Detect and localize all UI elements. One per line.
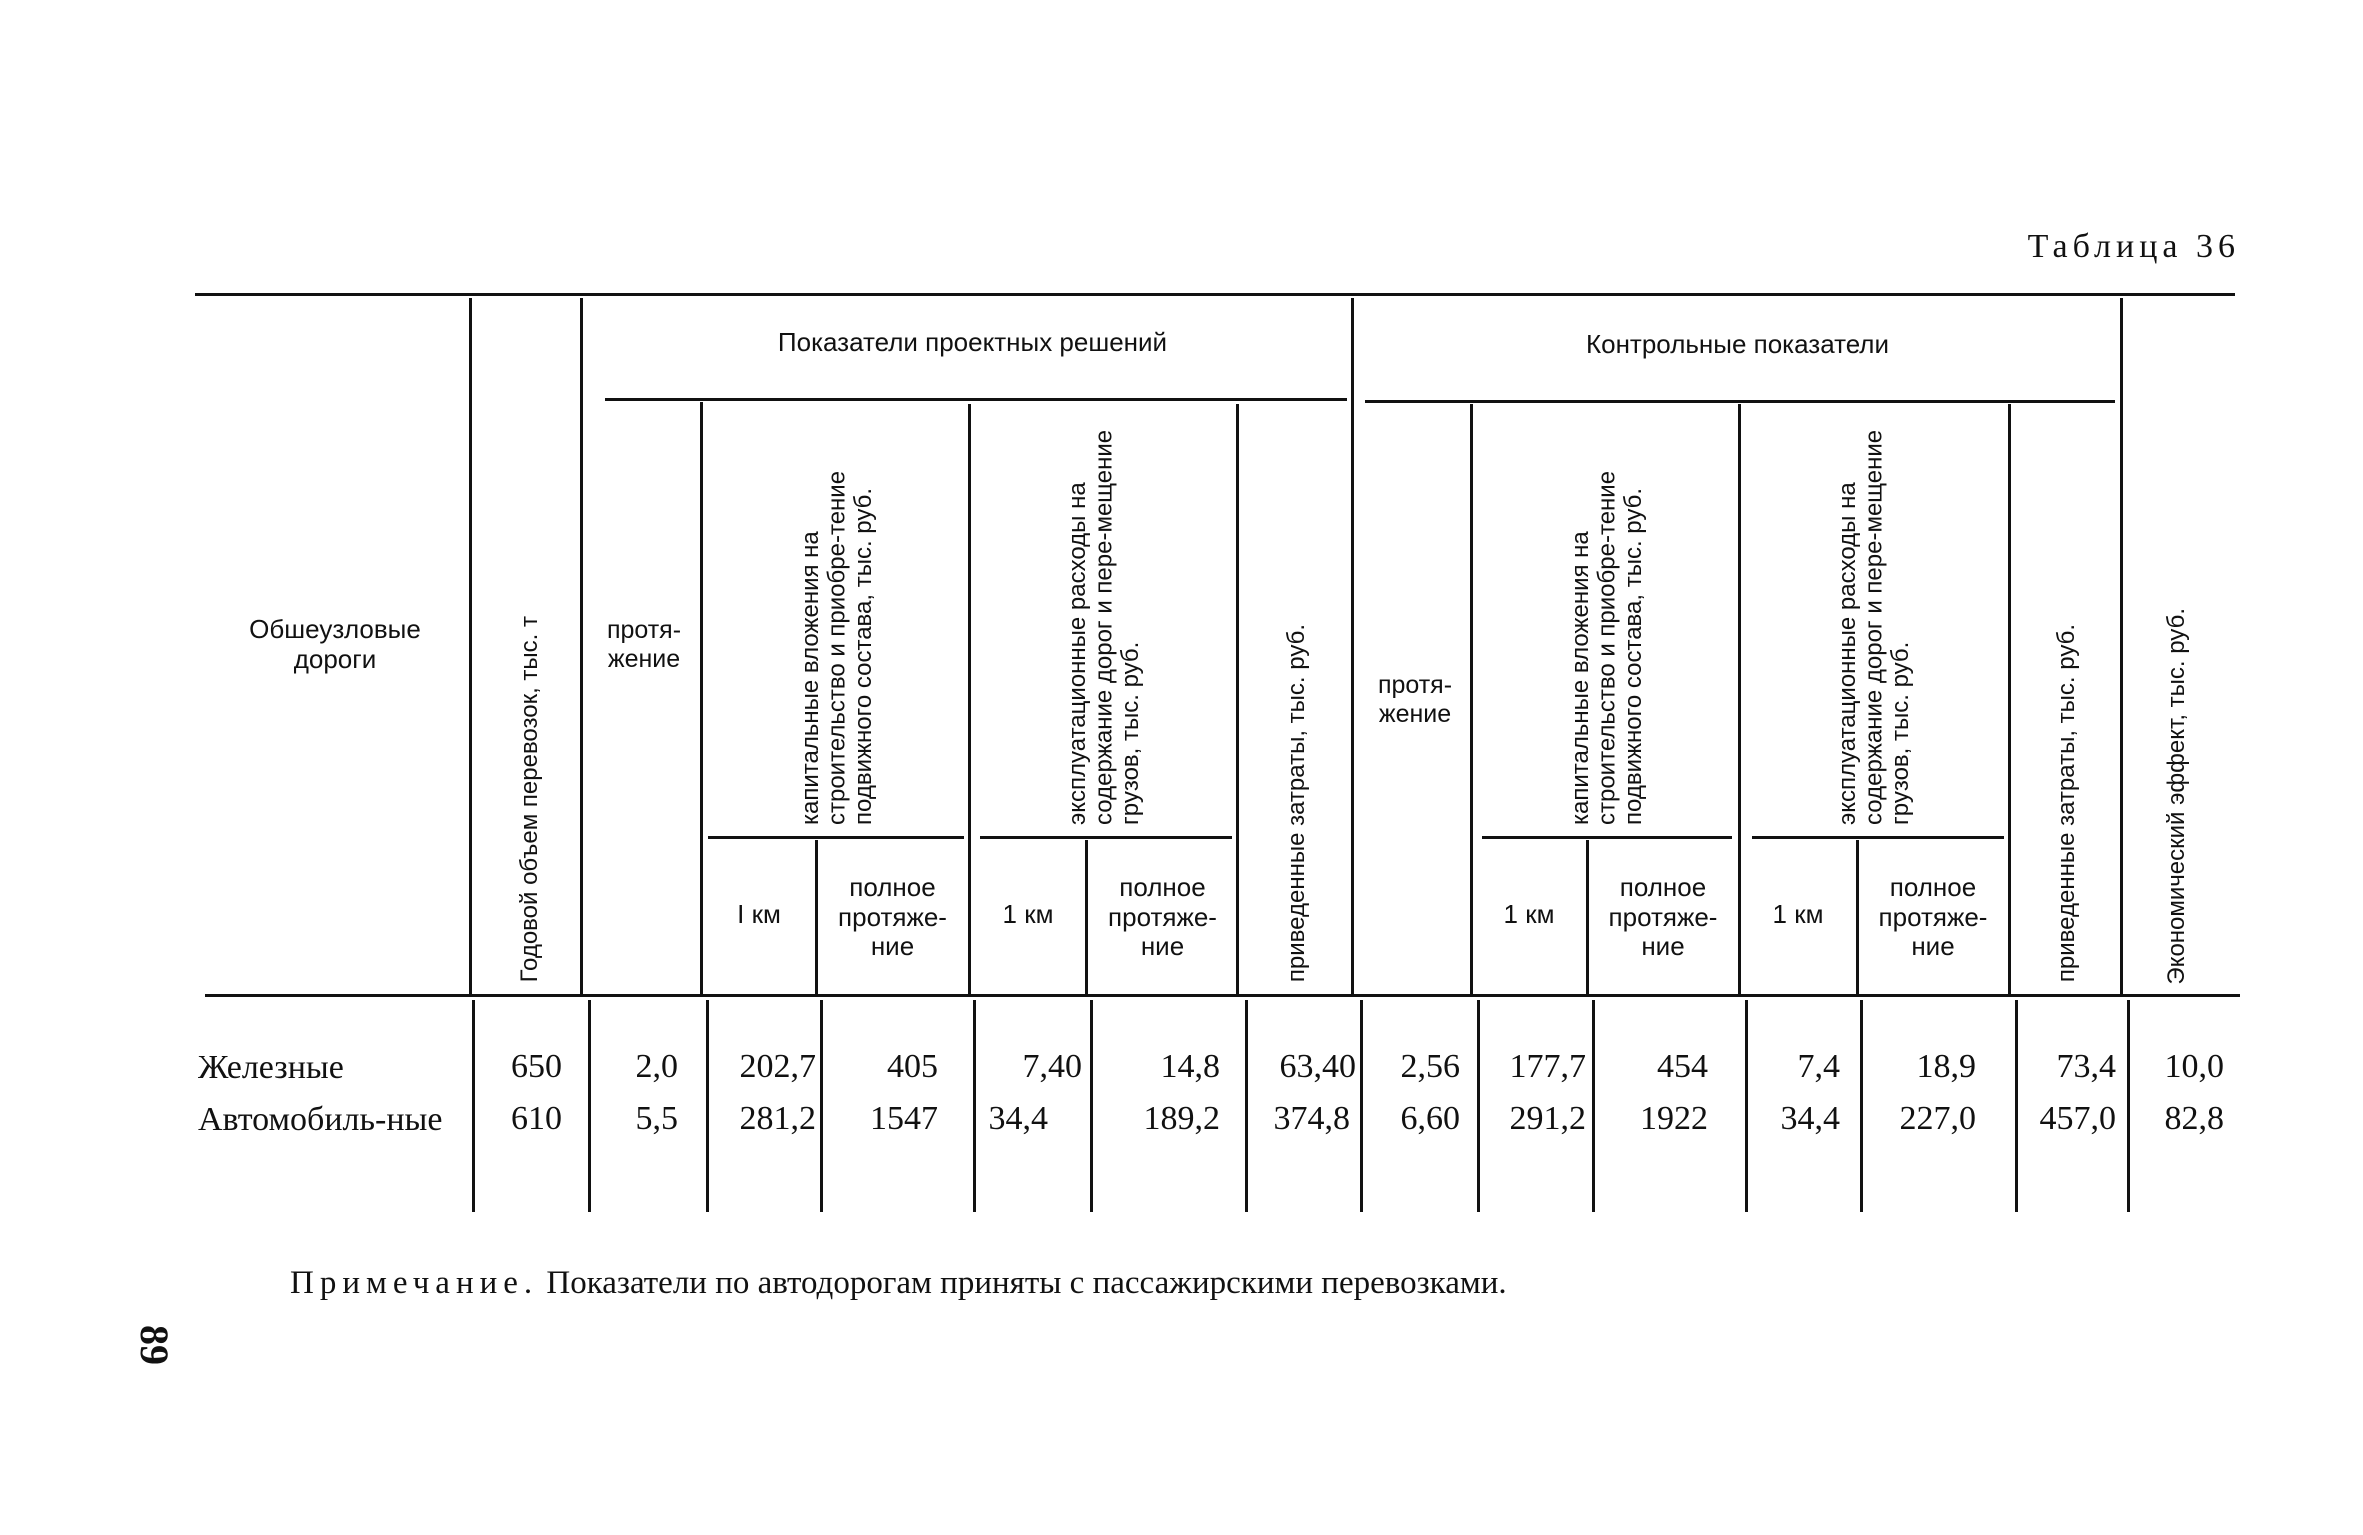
vline-3-body — [706, 1000, 709, 1212]
header-control-reduced — [2025, 470, 2110, 982]
vline-13-body — [2015, 1000, 2018, 1212]
note-text: Показатели по автодорогам приняты с пассажирскими перевозками. — [538, 1265, 1507, 1301]
header-control-length-text: протя-жение — [1377, 671, 1453, 728]
cell-project-length: 5,5 — [635, 1100, 678, 1137]
rule-header-bottom — [205, 994, 2240, 997]
table-note — [290, 1265, 1990, 1302]
cell-control-capital-km: 291,2 — [1509, 1100, 1586, 1137]
cell-control-length: 2,56 — [1400, 1048, 1460, 1085]
cell-control-capital-full: 1922 — [1640, 1100, 1708, 1137]
vline-5-header — [968, 404, 971, 994]
vline-8-body — [1360, 1000, 1363, 1212]
cell-project-operating-km: 34,4 — [988, 1100, 1048, 1137]
header-annual-volume — [495, 470, 565, 982]
cell-control-reduced: 457,0 — [2039, 1100, 2116, 1137]
rule-project-capital-split — [708, 836, 964, 839]
header-control-operating-text: эксплуатационные расходы на содержание дорог и пере-мещение грузов, тыс. руб. — [1834, 429, 1915, 825]
page-number: 89 — [132, 1325, 178, 1365]
cell-project-operating-km: 7,40 — [1022, 1048, 1082, 1085]
vline-9-header — [1470, 404, 1473, 994]
header-project-operating-text: эксплуатационные расходы на содержание дорог и пере-мещение грузов, тыс. руб. — [1064, 429, 1145, 825]
header-effect-text: Экономический эффект, тыс. руб. — [2163, 608, 2191, 985]
vline-1-header — [469, 298, 472, 994]
cell-project-capital-km: 202,7 — [739, 1048, 816, 1085]
header-project-reduced-text: приведенные затраты, тыс. руб. — [1283, 623, 1311, 982]
cell-project-operating-full: 14,8 — [1160, 1048, 1220, 1085]
vline-12-header — [1856, 840, 1859, 994]
header-project-operating — [985, 410, 1225, 825]
header-roads — [220, 600, 450, 690]
vline-4-body — [820, 1000, 823, 1212]
vline-11-body — [1745, 1000, 1748, 1212]
cell-control-operating-km: 7,4 — [1797, 1048, 1840, 1085]
vline-11-header — [1738, 404, 1741, 994]
header-group-project — [600, 318, 1345, 368]
vline-8-header — [1351, 298, 1354, 994]
header-group-project-text: Показатели проектных решений — [777, 327, 1168, 358]
header-project-reduced — [1255, 470, 1340, 982]
cell-control-operating-full: 227,0 — [1899, 1100, 1976, 1137]
vline-14-body — [2127, 1000, 2130, 1212]
cell-project-capital-full: 405 — [887, 1048, 938, 1085]
vline-6-header — [1085, 840, 1088, 994]
header-project-length — [592, 605, 696, 685]
header-group-control-text: Контрольные показатели — [1585, 329, 1890, 360]
header-effect — [2130, 440, 2225, 985]
header-control-capital-full-text: полное протяже-ние — [1608, 871, 1718, 962]
cell-project-reduced: 63,40 — [1279, 1048, 1356, 1085]
cell-volume: 610 — [511, 1100, 562, 1137]
vline-4-header — [815, 840, 818, 994]
cell-project-operating-full: 189,2 — [1143, 1100, 1220, 1137]
header-control-capital-km — [1475, 880, 1583, 950]
cell-control-length: 6,60 — [1400, 1100, 1460, 1137]
header-project-capital-text: капитальные вложения на строительство и приобре-тение подвижного состава, тыс. руб. — [797, 470, 878, 825]
header-control-capital-km-text: 1 км — [1503, 899, 1555, 930]
header-control-capital-text: капитальные вложения на строительство и приобре-тение подвижного состава, тыс. руб. — [1567, 470, 1648, 825]
header-control-capital — [1488, 410, 1728, 825]
header-control-capital-full — [1590, 870, 1736, 965]
rule-under-control-group — [1365, 400, 2115, 403]
rule-control-capital-split — [1482, 836, 1732, 839]
header-project-capital-km — [705, 880, 813, 950]
vline-9-body — [1477, 1000, 1480, 1212]
rule-under-project-group — [605, 398, 1347, 401]
vline-2-body — [588, 1000, 591, 1212]
note-label: Примечание. — [290, 1265, 539, 1301]
vline-1-body — [472, 1000, 475, 1212]
header-control-operating — [1755, 410, 1995, 825]
cell-effect: 10,0 — [2164, 1048, 2224, 1085]
header-project-operating-km-text: 1 км — [1002, 899, 1054, 930]
cell-effect: 82,8 — [2164, 1100, 2224, 1137]
cell-project-capital-full: 1547 — [870, 1100, 938, 1137]
header-control-operating-full — [1860, 870, 2006, 965]
vline-12-body — [1860, 1000, 1863, 1212]
header-control-operating-km-text: 1 км — [1772, 899, 1824, 930]
header-control-operating-full-text: полное протяже-ние — [1878, 871, 1988, 962]
header-project-capital-full-text: полное протяже-ние — [838, 871, 947, 962]
cell-control-reduced: 73,4 — [2056, 1048, 2116, 1085]
header-project-capital — [718, 410, 958, 825]
vline-7-header — [1236, 404, 1239, 994]
header-project-capital-km-text: I км — [737, 899, 781, 930]
row-label: Железные — [198, 1049, 344, 1086]
vline-14-header — [2120, 298, 2123, 994]
vline-10-header — [1586, 840, 1589, 994]
vline-6-body — [1090, 1000, 1093, 1212]
vline-13-header — [2008, 404, 2011, 994]
cell-project-capital-km: 281,2 — [739, 1100, 816, 1137]
header-roads-text: Обшеузловые дороги — [249, 614, 421, 674]
table-caption: Таблица 36 — [2027, 228, 2240, 265]
row-label: Автомобиль-ные — [198, 1101, 443, 1138]
header-project-operating-full — [1090, 870, 1235, 965]
cell-volume: 650 — [511, 1048, 562, 1085]
cell-control-operating-km: 34,4 — [1780, 1100, 1840, 1137]
rule-top — [195, 293, 2235, 296]
header-project-operating-km — [973, 880, 1083, 950]
header-project-operating-full-text: полное протяже-ние — [1108, 871, 1217, 962]
vline-5-body — [973, 1000, 976, 1212]
cell-control-capital-full: 454 — [1657, 1048, 1708, 1085]
vline-3-header — [700, 402, 703, 994]
rule-control-operating-split — [1752, 836, 2004, 839]
cell-project-length: 2,0 — [635, 1048, 678, 1085]
cell-control-capital-km: 177,7 — [1509, 1048, 1586, 1085]
header-control-operating-km — [1742, 880, 1854, 950]
cell-project-reduced: 374,8 — [1273, 1100, 1350, 1137]
header-project-length-text: протя-жение — [606, 616, 682, 673]
vline-10-body — [1592, 1000, 1595, 1212]
rule-project-operating-split — [980, 836, 1232, 839]
cell-control-operating-full: 18,9 — [1916, 1048, 1976, 1085]
header-annual-volume-text: Годовой объем перевозок, тыс. т — [515, 615, 543, 982]
vline-7-body — [1245, 1000, 1248, 1212]
header-control-length — [1362, 660, 1468, 740]
header-control-reduced-text: приведенные затраты, тыс. руб. — [2053, 623, 2081, 982]
header-project-capital-full — [820, 870, 965, 965]
header-group-control — [1360, 320, 2115, 370]
vline-2-header — [580, 298, 583, 994]
